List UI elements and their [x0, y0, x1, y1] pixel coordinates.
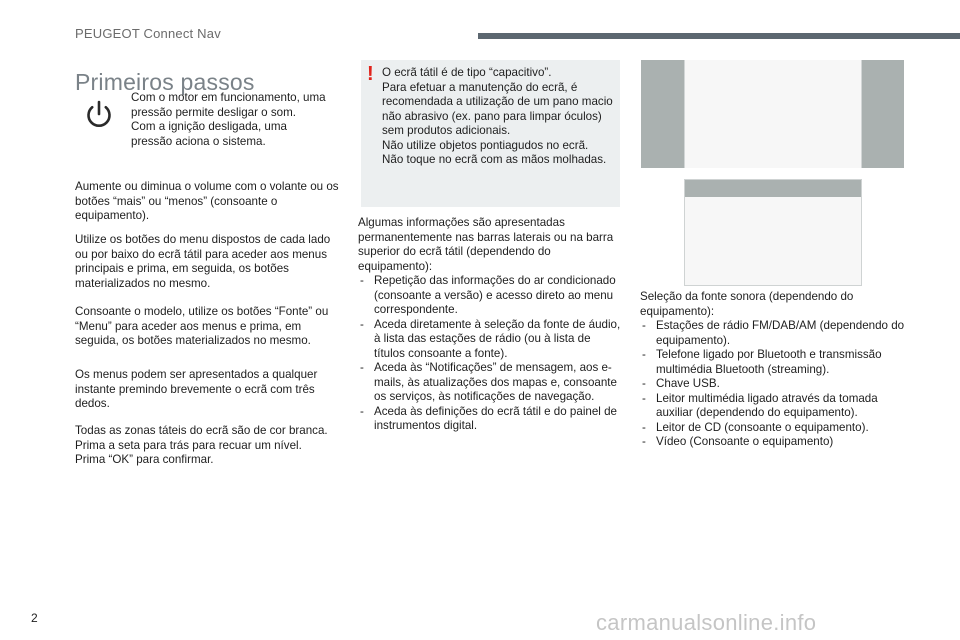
- watermark: carmanualsonline.info: [596, 610, 817, 635]
- status-bars-list: [358, 274, 622, 434]
- screen-illustration-main-area: [684, 60, 862, 168]
- power-icon: [84, 99, 114, 131]
- header-title: PEUGEOT Connect Nav: [75, 26, 221, 41]
- list-item: - Aceda às definições do ecrã tátil e do painel de instrumentos digital.: [358, 405, 622, 434]
- audio-source-section: [640, 290, 910, 450]
- power-button-description: Com o motor em funcionamento, uma pressão permite desligar o som. Com a ignição desligada, uma pressão aciona o sistema.: [131, 91, 326, 148]
- list-item: - Telefone ligado por Bluetooth e transmissão multimédia Bluetooth (streaming).: [640, 348, 910, 377]
- list-item: - Leitor multimédia ligado através da tomada auxiliar (dependendo do equipamento).: [640, 392, 910, 421]
- screen-illustration-top-bar: [684, 179, 862, 286]
- status-bars-intro: Algumas informações são apresentadas permanentemente nas barras laterais ou na barra superior do ecrã tátil (dependendo do equipamento):: [358, 216, 614, 273]
- menu-buttons-paragraph: Utilize os botões do menu dispostos de cada lado ou por baixo do ecrã tátil para aceder aos menus principais e prima, em seguida, os botões materializados no mesmo.: [75, 233, 331, 290]
- status-bars-section: [358, 216, 622, 434]
- audio-source-list: [640, 319, 910, 450]
- page-title: Primeiros passos: [75, 69, 255, 96]
- warning-text: O ecrã tátil é de tipo “capacitivo”. Para efetuar a manutenção do ecrã, é recomendada a utilização de um pano macio não abrasivo (ex. pano para limpar óculos) sem produtos adicionais. Não utilize objetos pontiagudos no ecrã. Não toque no ecrã com as mãos molhadas.: [382, 66, 613, 166]
- list-item: - Vídeo (Consoante o equipamento): [640, 435, 910, 450]
- audio-source-intro: Seleção da fonte sonora (dependendo do equipamento):: [640, 290, 854, 318]
- list-item: - Chave USB.: [640, 377, 910, 392]
- list-item: - Aceda diretamente à seleção da fonte de áudio, à lista das estações de rádio (ou à lista de títulos consoante a fonte).: [358, 318, 622, 362]
- exclamation-icon: !: [367, 63, 374, 85]
- volume-paragraph: Aumente ou diminua o volume com o volante ou os botões “mais” ou “menos” (consoante o equipamento).: [75, 180, 339, 222]
- touch-zones-paragraph: Todas as zonas táteis do ecrã são de cor branca. Prima a seta para trás para recuar um nível. Prima “OK” para confirmar.: [75, 424, 328, 466]
- screen-illustration-bar: [685, 180, 861, 197]
- list-item: - Aceda às “Notificações” de mensagem, aos e-mails, às atualizações dos mapas e, consoante os serviços, às notificações de navegação.: [358, 361, 622, 405]
- screen-illustration-side-bars: [641, 60, 904, 168]
- page-number: 2: [31, 611, 38, 625]
- header-accent-bar: [478, 33, 960, 39]
- three-finger-paragraph: Os menus podem ser apresentados a qualquer instante premindo brevemente o ecrã com três dedos.: [75, 368, 318, 410]
- model-buttons-paragraph: Consoante o modelo, utilize os botões “Fonte” ou “Menu” para aceder aos menus e prima, em seguida, os botões materializados no mesmo.: [75, 305, 329, 347]
- list-item: - Leitor de CD (consoante o equipamento).: [640, 421, 910, 436]
- list-item: - Estações de rádio FM/DAB/AM (dependendo do equipamento).: [640, 319, 910, 348]
- list-item: - Repetição das informações do ar condicionado (consoante a versão) e acesso direto ao menu correspondente.: [358, 274, 622, 318]
